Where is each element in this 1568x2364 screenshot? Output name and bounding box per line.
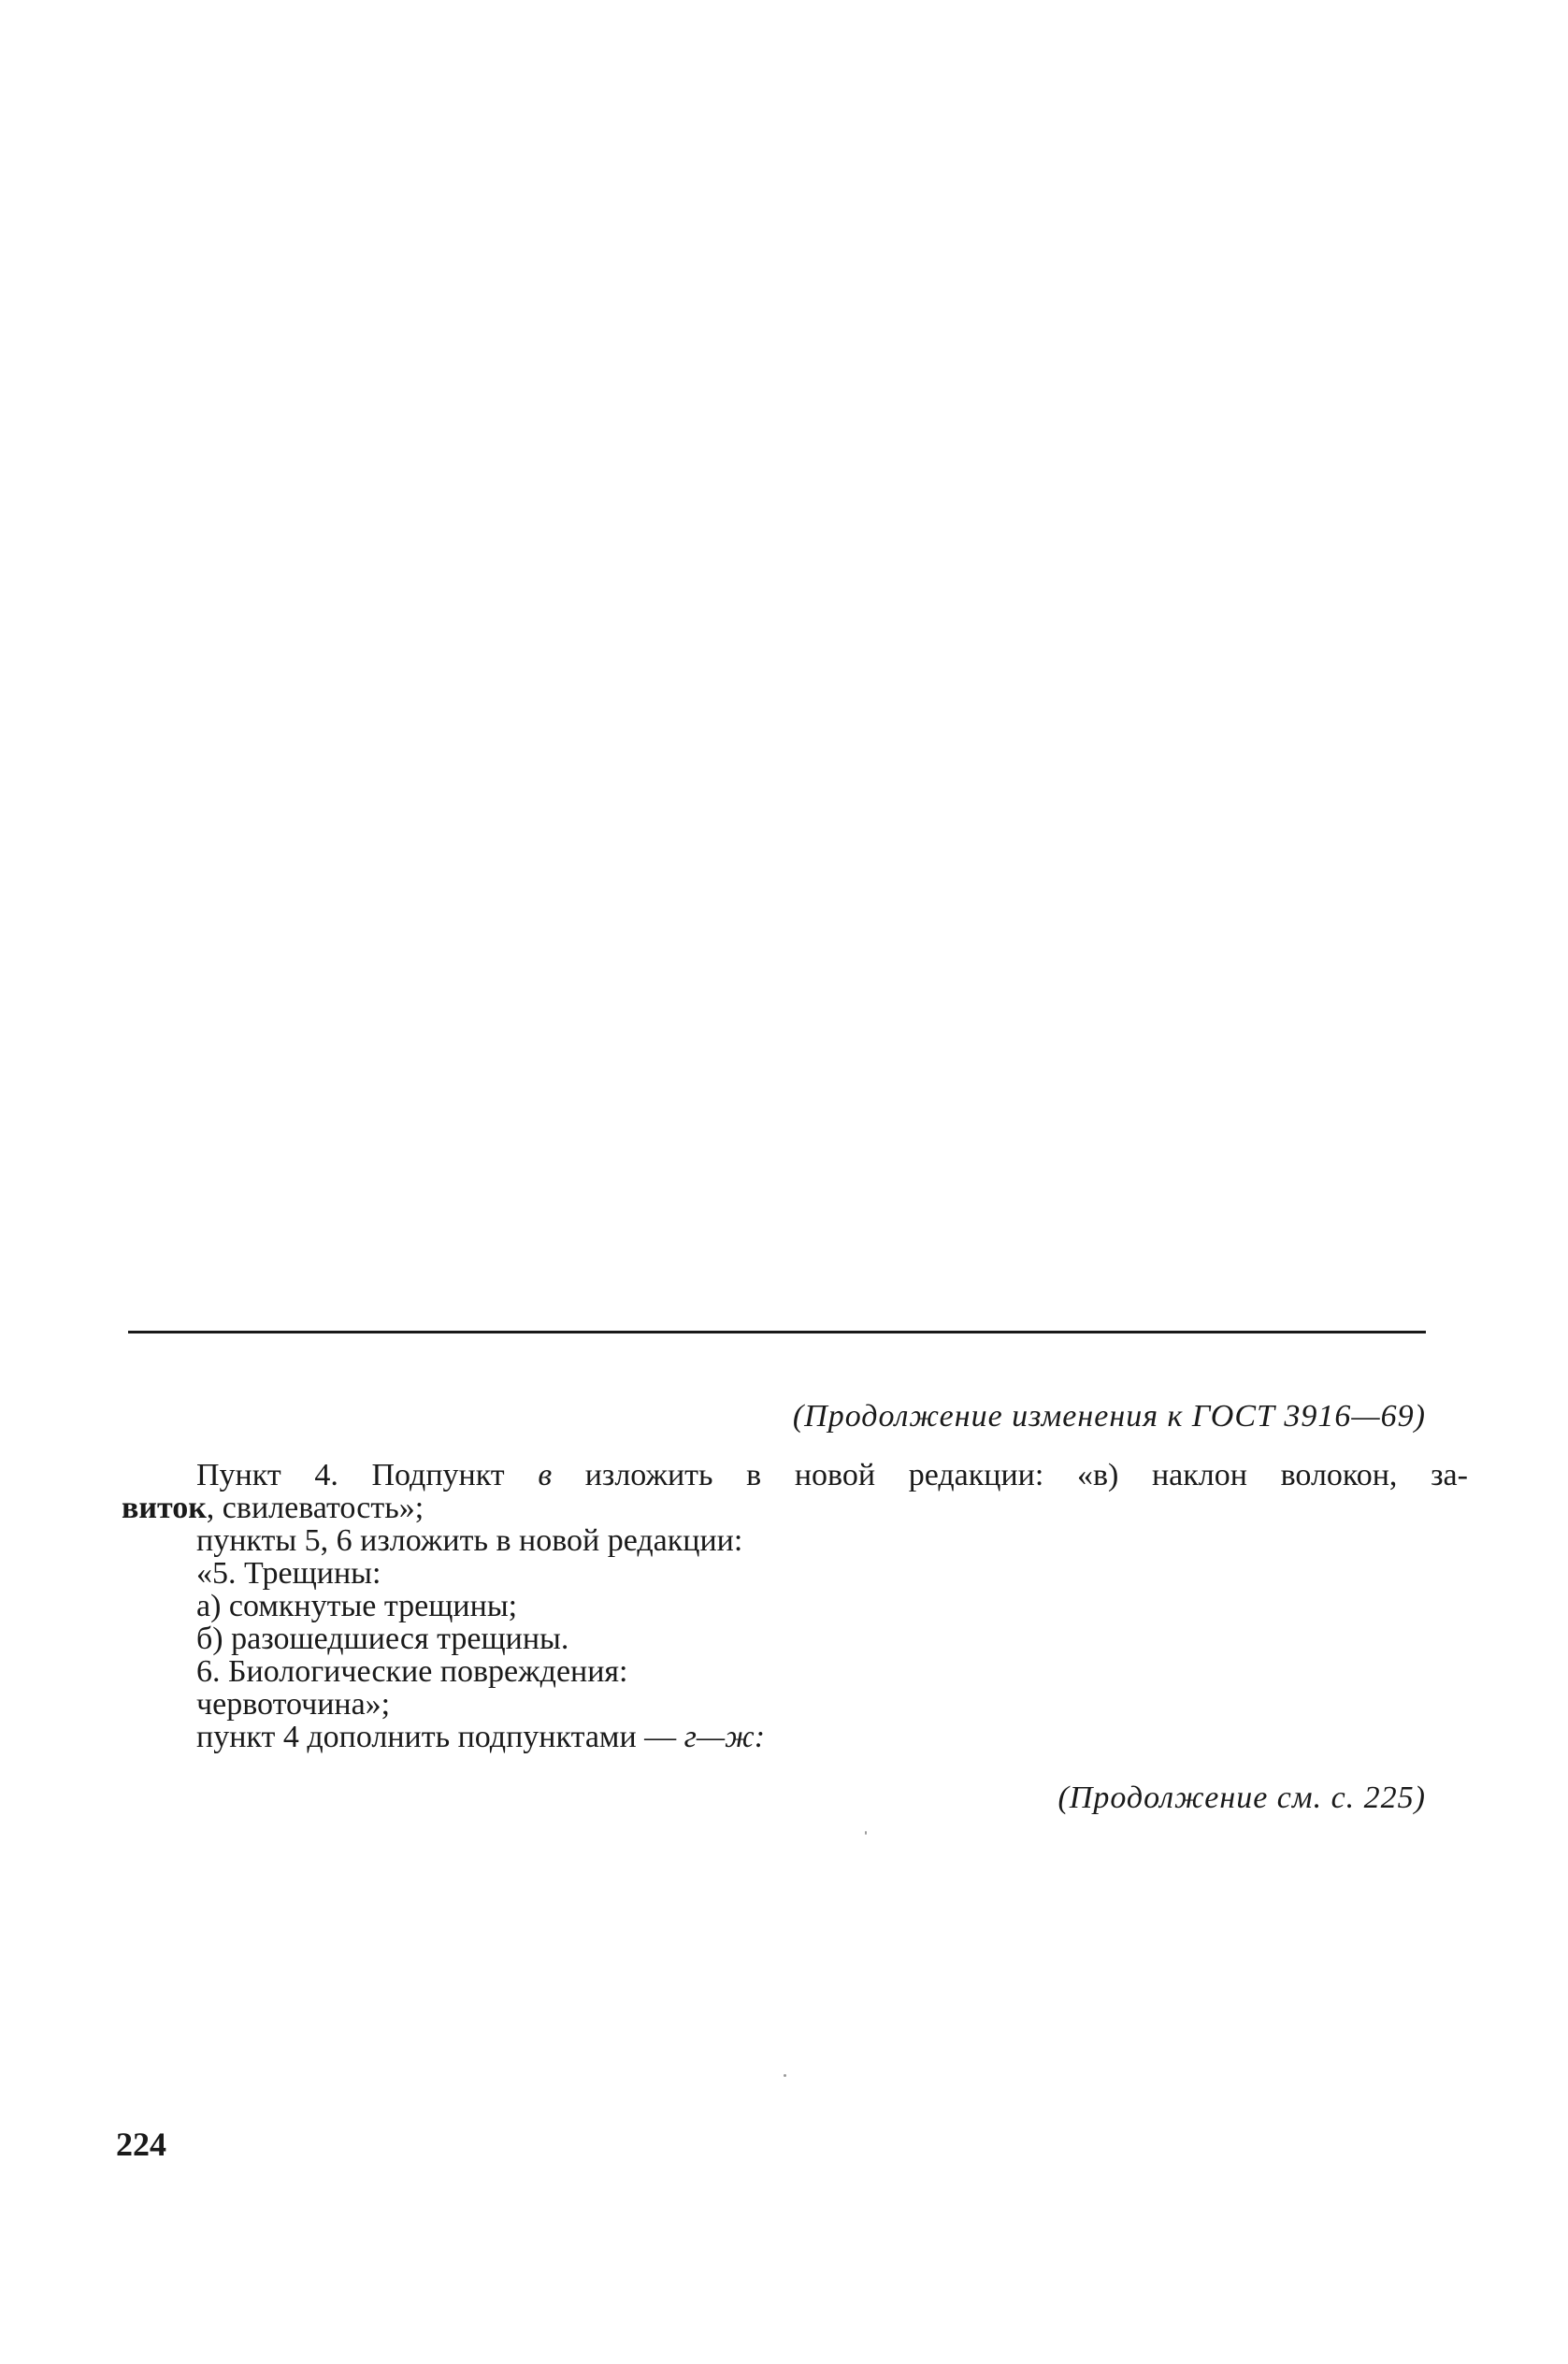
subpoint-range: г—ж: (683, 1720, 766, 1754)
text-line-last (122, 1721, 1431, 1753)
word: изложить (584, 1458, 713, 1492)
text-line: а) сомкнутые трещины; (196, 1589, 518, 1623)
word: 4. (314, 1458, 338, 1492)
word-fragment-bold: виток (122, 1491, 207, 1525)
continuation-header: (Продолжение изменения к ГОСТ 3916—69) (792, 1399, 1426, 1434)
word: Пункт (196, 1458, 281, 1492)
text-line: «5. Трещины: (196, 1556, 381, 1591)
text-line: пункты 5, 6 изложить в новой редакции: (196, 1523, 743, 1558)
text-line: 6. Биологические повреждения: (196, 1654, 628, 1689)
word: Подпункт (371, 1458, 505, 1492)
amendment-text (122, 1458, 1468, 1754)
page-number: 224 (116, 2126, 166, 2163)
word-italic: в (538, 1458, 553, 1492)
line-rest: , свилеватость»; (206, 1491, 424, 1525)
scan-speck (784, 2074, 786, 2077)
text-line: червоточина»; (196, 1687, 391, 1722)
text-line: б) разошедшиеся трещины. (196, 1622, 569, 1656)
scan-speck (865, 1831, 867, 1835)
paragraph-continuation (122, 1492, 1431, 1524)
continuation-footer: (Продолжение см. с. 225) (1057, 1780, 1426, 1815)
word: в (746, 1458, 762, 1492)
word: за- (1431, 1458, 1468, 1492)
word: «в) (1076, 1458, 1119, 1492)
word: новой (794, 1458, 876, 1492)
word: редакции: (908, 1458, 1044, 1492)
line-prefix: пункт 4 дополнить подпунктами — (196, 1720, 684, 1754)
horizontal-rule (128, 1331, 1426, 1333)
word: волокон, (1280, 1458, 1398, 1492)
paragraph-first-line (122, 1459, 1468, 1492)
word: наклон (1151, 1458, 1247, 1492)
